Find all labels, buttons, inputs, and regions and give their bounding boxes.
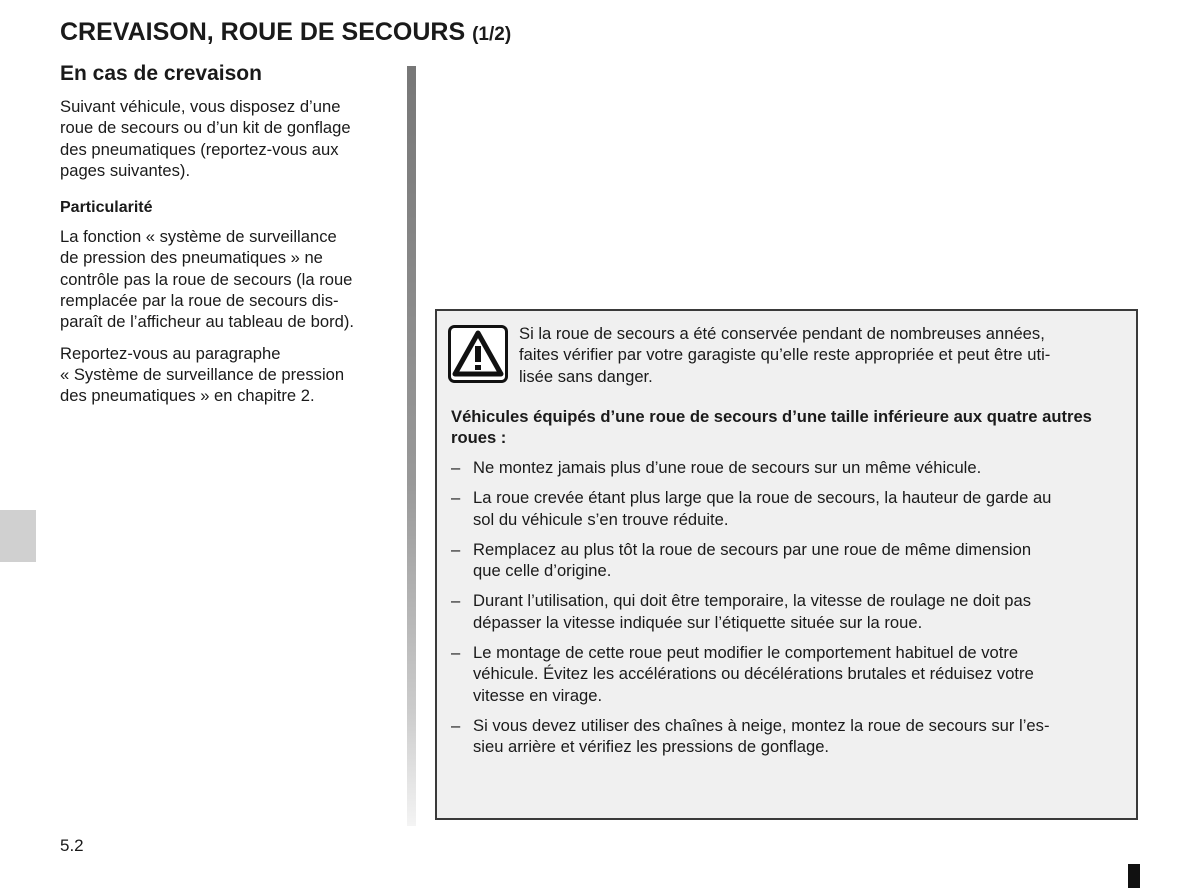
page-title: [60, 18, 511, 47]
warning-box: [435, 309, 1138, 820]
list-item-text: La roue crevée étant plus large que la roue de secours, la hauteur de garde au sol du véhicule s’en trouve réduite.: [473, 488, 1052, 529]
list-item-text: Le montage de cette roue peut modifier le comportement habituel de votre véhicule. Évitez les accélérations ou décélérations brutales et réduisez votre vitesse en virage.: [473, 643, 1034, 705]
warning-intro: Si la roue de secours a été conservée pendant de nombreuses années, faites vérifier par votre garagiste qu’elle reste appropriée et peut être uti- lisée sans danger.: [519, 324, 1051, 386]
warning-heading: Véhicules équipés d’une roue de secours d’une taille inférieure aux quatre autres roues :: [451, 407, 1092, 448]
warning-list: [451, 457, 1127, 767]
column-divider: [407, 66, 416, 826]
dash-bullet: –: [451, 643, 461, 663]
chapter-tab: [0, 510, 36, 562]
list-item: [451, 642, 1127, 706]
intro-paragraph: Suivant véhicule, vous disposez d’une roue de secours ou d’un kit de gonflage des pneumatiques (reportez-vous aux pages suivantes).: [60, 97, 351, 180]
list-item: [451, 487, 1127, 530]
left-column: [60, 62, 390, 417]
section-heading: En cas de crevaison: [60, 62, 262, 85]
list-item: [451, 715, 1127, 758]
dash-bullet: –: [451, 539, 461, 559]
dash-bullet: –: [451, 488, 461, 508]
list-item-text: Remplacez au plus tôt la roue de secours par une roue de même dimension que celle d’origine.: [473, 539, 1032, 581]
sub-heading: Particularité: [60, 199, 153, 217]
warning-triangle-icon: [448, 325, 508, 383]
corner-mark: [1128, 864, 1140, 888]
dash-bullet: –: [451, 591, 461, 611]
list-item-text: Si vous devez utiliser des chaînes à neige, montez la roue de secours sur l’es- sieu arrière et vérifiez les pressions de gonflage.: [473, 715, 1050, 757]
list-item: [451, 590, 1127, 633]
monitoring-paragraph: La fonction « système de surveillance de pression des pneumatiques » ne contrôle pas la roue de secours (la roue remplacée par la roue de secours dis- paraît de l’afficheur au tableau de bord).: [60, 227, 354, 332]
dash-bullet: –: [451, 458, 461, 477]
page-number: 5.2: [60, 836, 84, 855]
list-item: [451, 539, 1127, 582]
dash-bullet: –: [451, 715, 461, 735]
list-item-text: Ne montez jamais plus d’une roue de secours sur un même véhicule.: [473, 458, 982, 477]
page-title-text: CREVAISON, ROUE DE SECOURS: [60, 18, 466, 46]
list-item-text: Durant l’utilisation, qui doit être temporaire, la vitesse de roulage ne doit pas dépasser la vitesse indiquée sur l’étiquette située sur la roue.: [473, 591, 1032, 632]
reference-paragraph: Reportez-vous au paragraphe « Système de surveillance de pression des pneumatiques » en chapitre 2.: [60, 343, 345, 406]
list-item: [451, 457, 1127, 478]
page-title-part: (1/2): [472, 24, 512, 45]
